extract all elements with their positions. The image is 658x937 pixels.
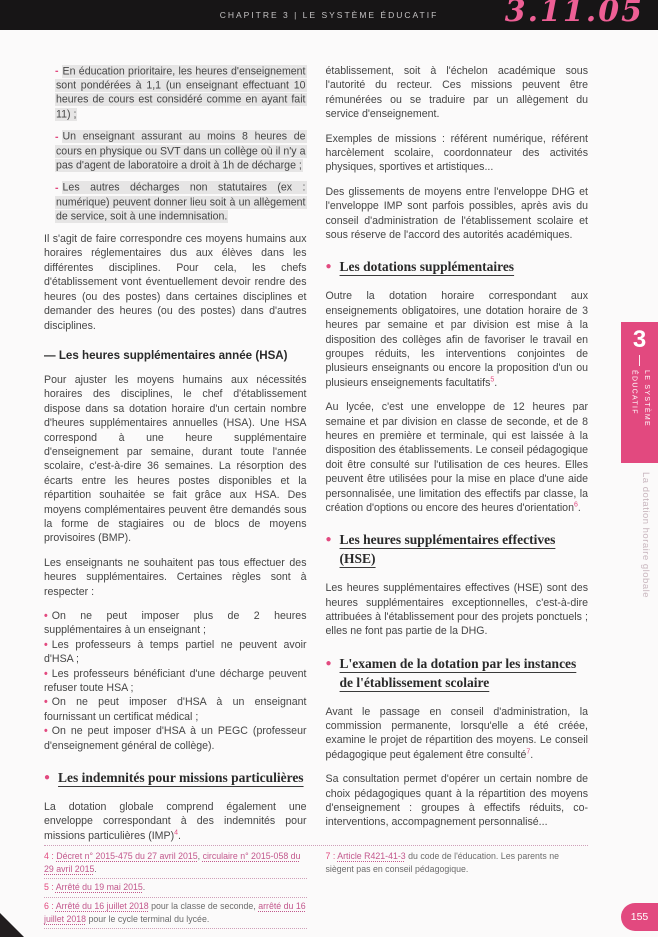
text-segment: Les professeurs bénéficiant d'une décharge peuvent refuser toute HSA ;	[44, 667, 307, 695]
text-segment: Pour ajuster les moyens humains aux nécessités horaires des disciplines, le chef d'établissement dispose dans sa dotation horaire d'un certain nombre d'heures supplémentaires annuelles (HSA). Une HSA correspond à une heure supplémentaire d'enseignement par semaine, durant toute l'année scolaire, c'est-à-dire 36 semaines. La résorption des écarts entre les heures postes disponibles et la répartition souhaitée se fait grâce aux HSA. Des moyens complémentaires peuvent être demandés sous la forme de stagiaires ou de blocs de moyens provisoires (BMP).	[44, 373, 307, 545]
text-segment: Des glissements de moyens entre l'enveloppe DHG et l'enveloppe IMP sont parfois possibles, après avis du conseil d'administration de l'établissement scolaire et sous réserve de l'accord des autorités académiques.	[325, 185, 588, 242]
section-bullet-icon: ●	[325, 261, 332, 273]
paragraph	[44, 232, 307, 333]
chapter-tab-label: LE SYSTÈME ÉDUCATIF	[630, 370, 651, 428]
dash-item	[44, 64, 307, 122]
text-segment: Il s'agit de faire correspondre ces moyens humains aux horaires réglementaires dus aux élèves dans les différentes disciplines. Pour cela, les chefs d'établissement vont éventuellement devoir rendre des heures (ou des postes) dans certaines disciplines et demander des heures (ou des postes) dans d'autres disciplines.	[44, 233, 307, 332]
text-segment: .	[142, 882, 146, 893]
subsection-heading: — Les heures supplémentaires année (HSA)	[44, 348, 288, 362]
text-segment: .	[178, 829, 181, 842]
highlighted-text: Un enseignant assurant au moins 8 heures de cours en physique ou SVT dans un collège où il n'y a pas d'agent de laboratoire a droit à 1h de décharge ;	[56, 130, 306, 172]
footnote-ref: 6	[573, 501, 578, 509]
column-left	[44, 64, 307, 842]
text-segment: .	[530, 748, 534, 761]
text-segment: établissement, soit à l'échelon académique sous l'autorité du recteur. Ces missions peuvent être rémunérées ou se traduire par un allègement du service d'enseignement.	[325, 65, 588, 121]
footnote-number: 6 :	[44, 900, 56, 911]
text-segment: Au lycée, c'est une enveloppe de 12 heures par semaine et par division en classe de seconde, et de 8 heures en première et terminale, qui est laissée à la disposition des établissements. Le conseil pédagogique doit être consulté sur l'utilisation de ces heures. Elles peuvent être utilisées pour la mise en place d'une aide personnalisée, une limitation des effectifs par classe, la création d'options ou encore des heures d'orientation	[325, 401, 588, 515]
paragraph	[326, 400, 589, 515]
text-segment: Les enseignants ne souhaitent pas tous effectuer des heures supplémentaires. Certaines règles sont à respecter :	[44, 556, 307, 598]
text-segment: Les professeurs à temps partiel ne peuvent avoir d'HSA ;	[44, 638, 307, 666]
bullet-item	[44, 638, 307, 667]
paragraph	[44, 373, 307, 546]
footnote-ref: 5	[490, 376, 495, 384]
bullet-item	[44, 609, 307, 638]
bullet-item	[44, 695, 307, 724]
section-heading-label: Les indemnités pour missions particulières	[58, 770, 304, 786]
text-segment: pour le cycle terminal du lycée.	[86, 913, 210, 924]
section-heading-label: L'examen de la dotation par les instances de l'établissement scolaire	[339, 655, 577, 690]
footnotes	[44, 845, 588, 929]
chapter-tab-divider-icon	[639, 355, 640, 366]
footnote	[44, 879, 307, 897]
footnotes-left	[44, 848, 307, 929]
text-segment: .	[577, 502, 581, 515]
paragraph	[326, 705, 589, 763]
bullet-icon: •	[44, 725, 48, 738]
edition-code: 3.11.05	[504, 0, 644, 29]
footnote-number: 5 :	[44, 882, 56, 893]
footnote-ref: 7	[526, 748, 531, 756]
section-bullet-icon: ●	[44, 772, 51, 784]
paragraph	[326, 581, 589, 639]
footnote-ref: 4	[174, 829, 179, 837]
footnote-number: 7 :	[325, 851, 338, 861]
bullet-icon: •	[44, 667, 48, 680]
chapter-tab-number: 3	[632, 326, 647, 353]
highlighted-text: Les autres décharges non statutaires (ex : numérique) peuvent donner lieu soit à un allègement de service, soit à une indemnisation.	[56, 181, 306, 223]
bullet-list	[44, 609, 307, 753]
bullet-icon: •	[44, 696, 48, 709]
footnote	[326, 848, 589, 878]
column-right	[326, 64, 589, 842]
section-bullet-icon: ●	[325, 534, 332, 546]
paragraph	[326, 185, 589, 243]
footnote-link[interactable]: arrêté du 16 juillet 2018	[44, 900, 306, 924]
footnote-link[interactable]: circulaire n° 2015-058 du 29 avril 2015	[44, 851, 301, 875]
dash-item	[44, 130, 307, 173]
paragraph	[44, 556, 307, 599]
text-segment: .	[94, 864, 97, 875]
dash-marker-icon: -	[55, 65, 59, 77]
text-segment: du code de l'éducation. Les parents ne siègent pas en conseil pédagogique.	[325, 851, 559, 875]
footnote	[44, 898, 307, 929]
footnote-link[interactable]: Arrêté du 19 mai 2015	[55, 882, 143, 893]
section-heading	[326, 258, 589, 277]
paragraph	[326, 64, 589, 122]
text-segment: On ne peut imposer d'HSA à un enseignant fournissant un certificat médical ;	[44, 696, 307, 723]
chapter-tab	[621, 322, 658, 463]
section-heading-label: Les dotations supplémentaires	[339, 259, 515, 275]
paragraph	[326, 772, 589, 830]
text-segment: Avant le passage en conseil d'administration, la commission permanente, lorsqu'elle a été créée, examine le projet de répartition des moyens. Le conseil pédagogique peut également être consulté	[325, 705, 588, 761]
section-heading	[44, 769, 307, 788]
footnote	[44, 848, 307, 879]
text-segment: La dotation globale comprend également une enveloppe correspondant à des indemnités pour missions particulières (IMP)	[44, 800, 307, 842]
footnote-link[interactable]: Arrêté du 16 juillet 2018	[55, 900, 149, 911]
text-segment: Outre la dotation horaire correspondant aux enseignements obligatoires, une dotation horaire de 3 heures par semaine et par division est mise à la disposition des collèges afin de favoriser le travail en groupes réduits, les interventions conjointes de plusieurs enseignants ou encore la proposition d'un ou plusieurs enseignements facultatifs	[325, 290, 588, 389]
footnote-number: 4 :	[44, 851, 57, 861]
content-area	[44, 64, 588, 842]
bullet-icon: •	[44, 610, 48, 622]
paragraph	[44, 800, 307, 842]
dash-item	[44, 181, 307, 224]
paragraph	[326, 132, 589, 175]
text-segment: Sa consultation permet d'opérer un certain nombre de choix pédagogiques quant à la répartition des moyens d'enseignement : groupes à effectifs réduits, co-interventions, accompagnement personnalisé...	[325, 773, 588, 829]
text-segment: pour la classe de seconde,	[148, 900, 259, 911]
section-bullet-icon: ●	[325, 657, 332, 669]
paragraph	[326, 289, 589, 390]
text-segment: On ne peut imposer plus de 2 heures supplémentaires à un enseignant ;	[44, 610, 307, 637]
page-number-badge: 155	[621, 903, 658, 931]
dash-marker-icon: -	[55, 181, 59, 194]
section-heading	[326, 655, 589, 693]
text-segment: .	[494, 376, 498, 389]
footnote-link[interactable]: Décret n° 2015-475 du 27 avril 2015	[56, 851, 198, 861]
text-segment: Exemples de missions : référent numérique, référent harcèlement scolaire, coordonnateur des activités physiques, sportives et artistiques...	[325, 132, 588, 174]
footnote-link[interactable]: Article R421-41-3	[337, 851, 406, 861]
corner-mark-icon	[0, 913, 24, 937]
highlighted-text: En éducation prioritaire, les heures d'enseignement sont pondérées à 1,1 (un enseignant effectuant 10 heures de cours est considéré comme en ayant fait 11) ;	[56, 65, 306, 121]
footnotes-right	[326, 848, 589, 929]
bullet-item	[44, 724, 307, 753]
breadcrumb: CHAPITRE 3 | LE SYSTÈME ÉDUCATIF	[219, 10, 439, 20]
text-segment: Les heures supplémentaires effectives (HSE) sont des heures supplémentaires exceptionnelles, c'est-à-dire attribuées à l'établissement pour des projets ponctuels ; elles ne font pas partie de la DHG.	[325, 582, 588, 638]
bullet-item	[44, 667, 307, 696]
section-heading-label: Les heures supplémentaires effectives (HSE)	[339, 532, 556, 567]
text-segment: ,	[197, 851, 203, 861]
dash-marker-icon: -	[55, 130, 59, 143]
section-caption-vertical: La dotation horaire globale	[640, 472, 651, 599]
text-segment: On ne peut imposer d'HSA à un PEGC (professeur d'enseignement général de collège).	[44, 725, 307, 752]
bullet-icon: •	[44, 638, 48, 651]
section-heading	[326, 531, 589, 569]
